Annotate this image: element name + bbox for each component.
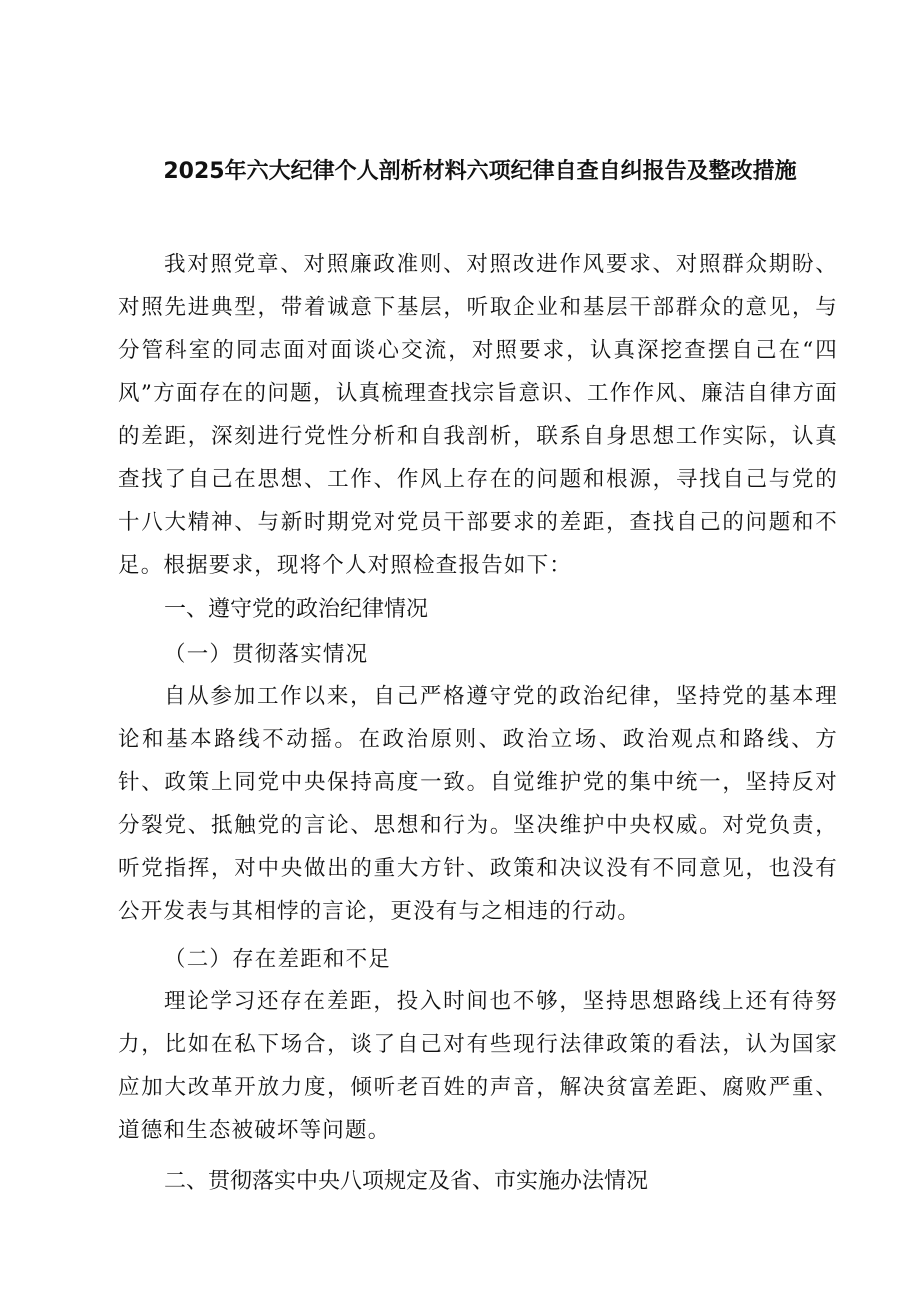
section1-sub1-heading: （一）贯彻落实情况 [164, 642, 369, 667]
document-title: 2025年六大纪律个人剖析材料六项纪律自查自纠报告及整改措施 [163, 159, 797, 184]
intro-paragraph: 我对照党章、对照廉政准则、对照改进作风要求、对照群众期盼、对照先进典型，带着诚意下基层，听取企业和基层干部群众的意见，与分管科室的同志面对面谈心交流，对照要求，认真深挖查摆自己在“四风”方面存在的问题，认真梳理查找宗旨意识、工作作风、廉洁自律方面的差距，深刻进行党性分析和自我剖析，联系自身思想工作实际，认真查找了自己在思想、工作、作风上存在的问题和根源，寻找自己与党的十八大精神、与新时期党对党员干部要求的差距，查找自己的问题和不足。根据要求，现将个人对照检查报告如下： [118, 252, 838, 578]
section1-heading: 一、遵守党的政治纪律情况 [164, 597, 429, 622]
section1-sub1-paragraph: 自从参加工作以来，自己严格遵守党的政治纪律，坚持党的基本理论和基本路线不动摇。在政治原则、政治立场、政治观点和路线、方针、政策上同党中央保持高度一致。自觉维护党的集中统一，坚持反对分裂党、抵触党的言论、思想和行为。坚决维护中央权威。对党负责，听党指挥，对中央做出的重大方针、政策和决议没有不同意见，也没有公开发表与其相悖的言论，更没有与之相违的行动。 [118, 684, 838, 924]
section1-sub2-heading: （二）存在差距和不足 [164, 947, 392, 972]
section1-sub2-paragraph: 理论学习还存在差距，投入时间也不够，坚持思想路线上还有待努力，比如在私下场合，谈了自己对有些现行法律政策的看法，认为国家应加大改革开放力度，倾听老百姓的声音，解决贫富差距、腐败严重、道德和生态被破坏等问题。 [118, 989, 838, 1143]
section2-heading: 二、贯彻落实中央八项规定及省、市实施办法情况 [164, 1169, 649, 1194]
